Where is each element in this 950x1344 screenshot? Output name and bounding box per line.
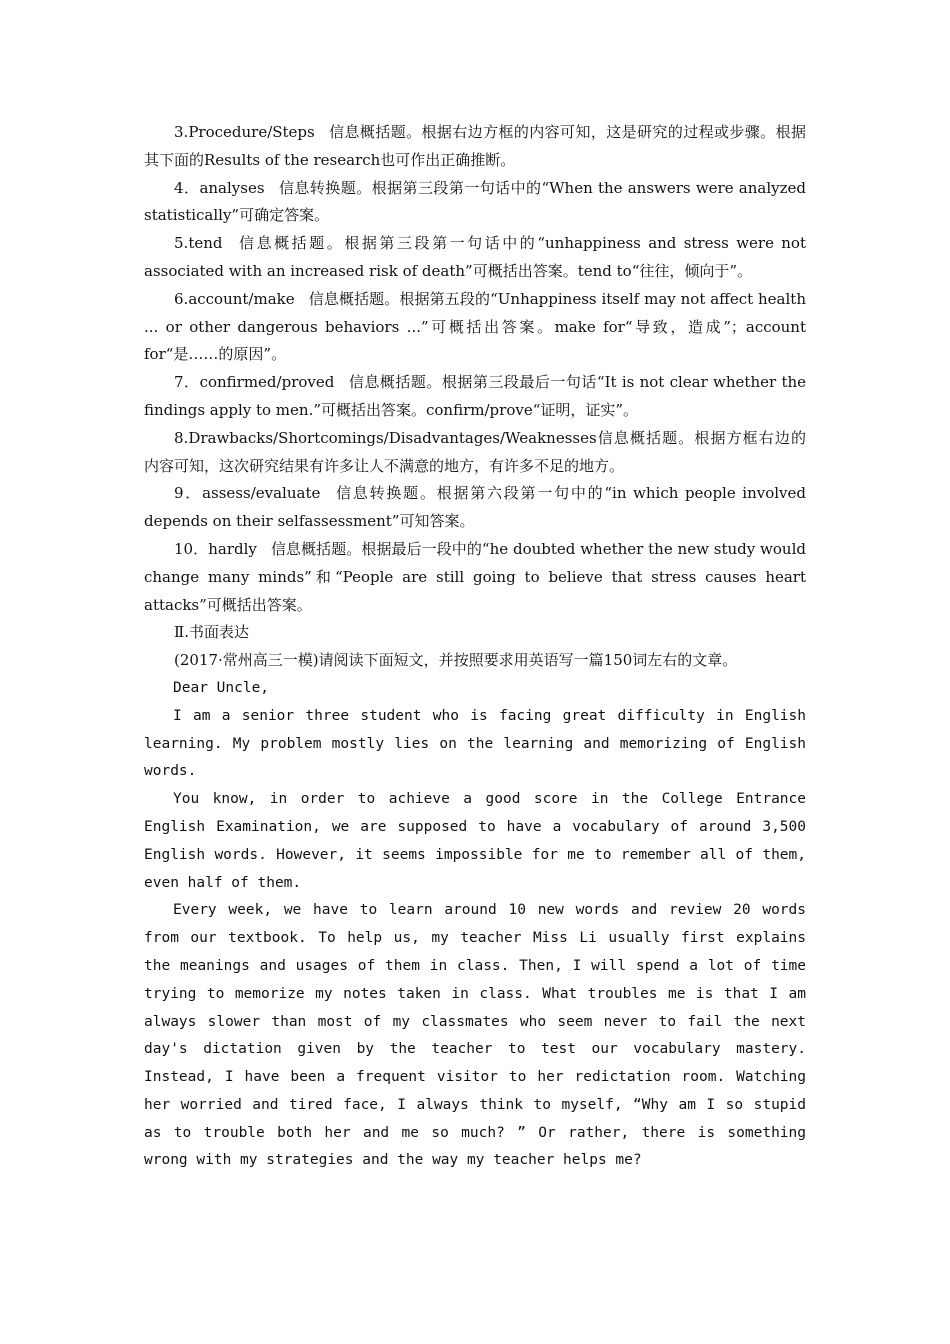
letter-paragraph: You know, in order to achieve a good score in the College Entrance English Examination, we are supposed to have a vocabulary of around 3,500 English words. However, it seems impossible for me to remember all of them, even half of them. [144,791,806,891]
question-type: 信息概括题。 [270,539,362,558]
answer-key: Drawbacks/Shortcomings/Disadvantages/Weaknesses [188,428,597,447]
question-type: 信息转换题。 [278,178,372,197]
answer-explanation: 根据第六段第一句中的“in which people involved depends on their selfassessment”可知答案。 [144,484,806,531]
answer-explanation: 根据方框右边的内容可知，这次研究结果有许多让人不满意的地方，有许多不足的地方。 [144,428,806,475]
question-type: 信息概括题。 [328,123,422,141]
answer-item [144,175,806,231]
answer-key: hardly [208,539,257,558]
answer-item [144,230,806,286]
answer-explanation: 根据第五段的“Unhappiness itself may not affect health ... or other dangerous behaviors ...”可概括出答案。make for“导致，造成”；account for“是……的原因”。 [144,289,806,364]
answer-item [144,119,806,175]
question-type: 信息概括题。 [348,373,442,392]
letter-paragraph: I am a senior three student who is facing great difficulty in English learning. My problem mostly lies on the learning and memorizing of English words. [144,707,806,780]
answer-number: 8. [174,428,189,447]
answer-key: assess/evaluate [202,484,321,503]
document-content [144,119,806,1175]
answer-number: 4． [174,178,200,197]
question-type: 信息转换题。 [334,484,437,503]
section-heading: Ⅱ.书面表达 [174,623,249,642]
answer-number: 3. [174,123,189,141]
writing-instruction: (2017·常州高三一模)请阅读下面短文，并按照要求用英语写一篇150词左右的文章。 [174,651,738,670]
question-type: 信息概括题。 [596,428,695,447]
answer-key: account/make [188,289,295,308]
answer-explanation: 根据最后一段中的“he doubted whether the new study would change many minds”和“People are still going to believe that stress causes heart attacks”可概括出答案。 [144,539,806,614]
answer-item [144,536,806,619]
answer-explanation: 根据第三段第一句话中的“unhappiness and stress were not associated with an increased risk of death”可概括出答案。tend to“往往，倾向于”。 [144,234,806,280]
question-type: 信息概括题。 [308,289,400,308]
answer-key: analyses [199,178,265,197]
answer-item [144,369,806,425]
answer-number: 9． [174,484,203,503]
answer-key: Procedure/Steps [188,123,315,141]
answer-item [144,286,806,369]
answer-number: 5. [174,234,189,253]
answer-item [144,480,806,536]
question-type: 信息概括题。 [236,234,345,253]
answer-explanation: 根据第三段最后一句话“It is not clear whether the findings apply to men.”可概括出答案。confirm/prove“证明，证实”。 [144,373,807,419]
answer-explanation: 根据第三段第一句话中的“When the answers were analyzed statistically”可确定答案。 [144,178,806,225]
answer-key: tend [188,234,223,253]
letter-paragraph: Every week, we have to learn around 10 new words and review 20 words from our textbook. To help us, my teacher Miss Li usually first explains the meanings and usages of them in class. Then, I will spend a lot of time trying to memorize my notes taken in class. What troubles me is that I am always slower than most of my classmates who seem never to fail the next day's dictation given by the teacher to test our vocabulary mastery. Instead, I have been a frequent visitor to her redictation room. Watching her worried and tired face, I always think to myself, “Why am I so stupid as to trouble both her and me so much? ” Or rather, there is something wrong with my strategies and the way my teacher helps me? [144,902,806,1169]
answer-item [144,425,806,481]
letter-greeting: Dear Uncle, [173,679,270,696]
answer-number: 7． [174,373,200,392]
answer-number: 6. [174,289,189,308]
answer-number: 10． [174,539,209,558]
answer-explanation: 根据右边方框的内容可知，这是研究的过程或步骤。根据其下面的Results of the research也可作出正确推断。 [144,123,806,169]
answer-key: confirmed/proved [199,373,335,392]
